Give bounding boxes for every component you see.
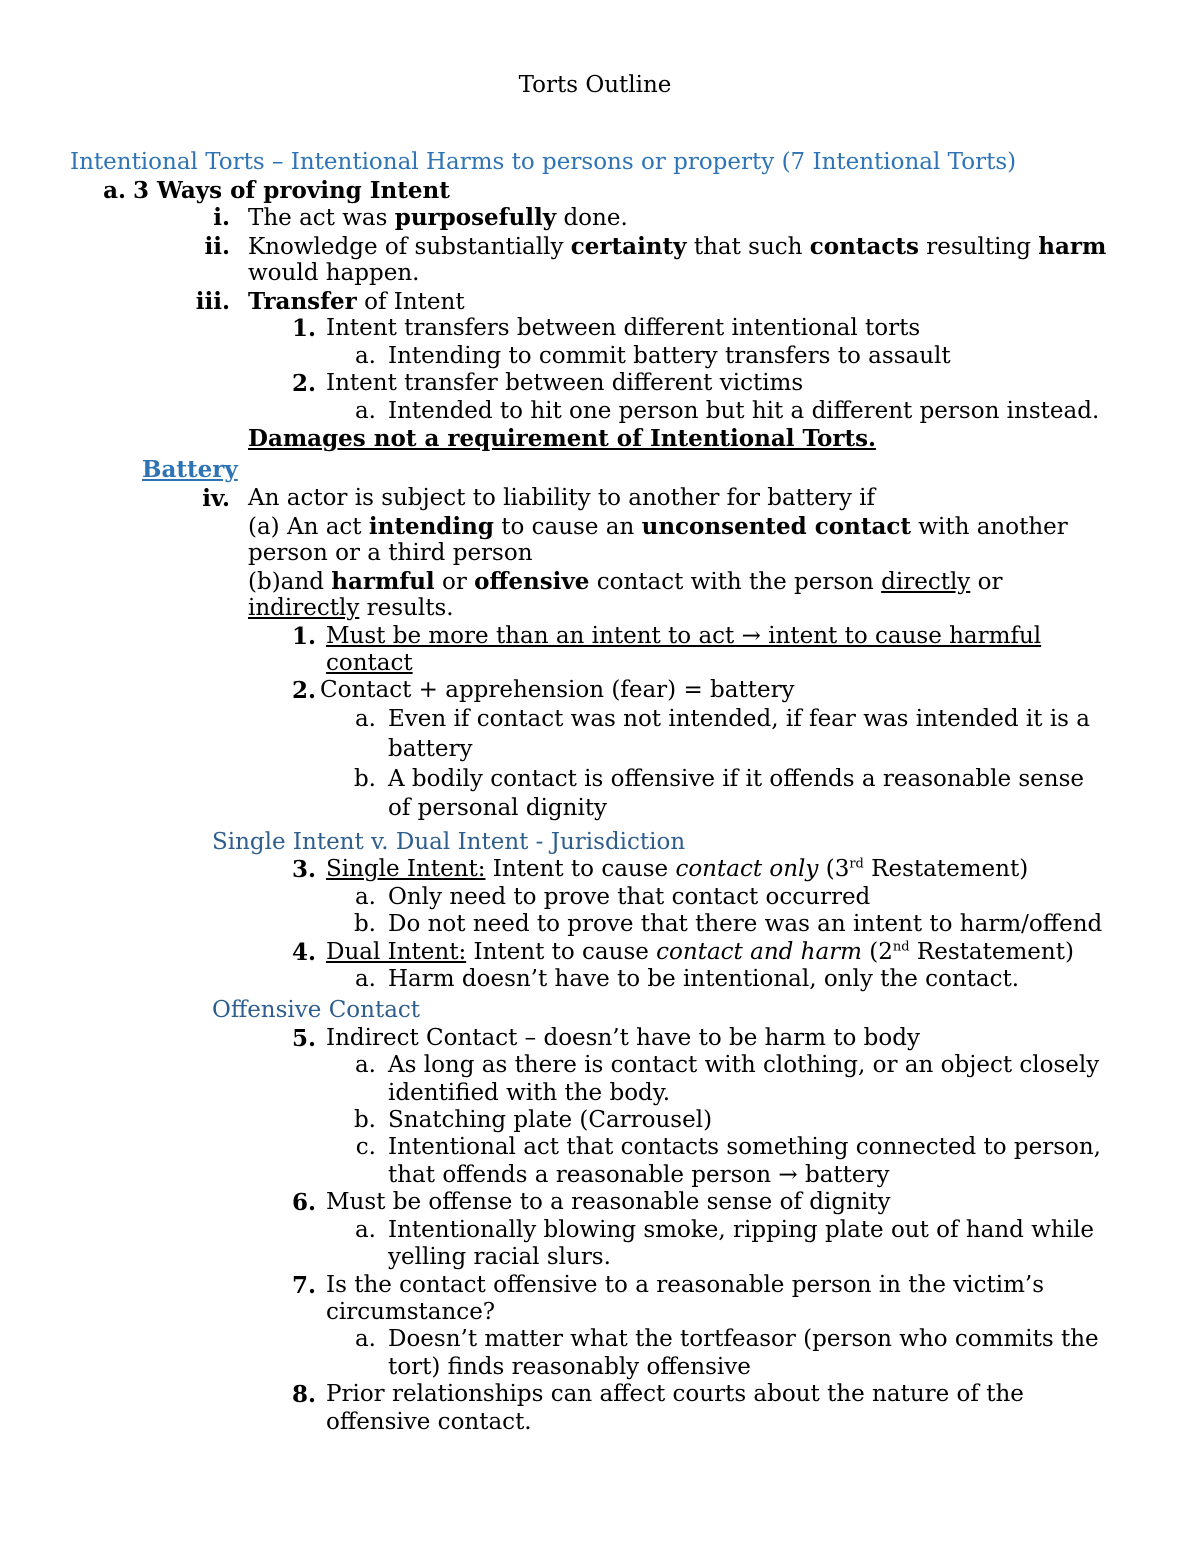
- battery-element-b-continued: indirectly results.: [248, 595, 454, 621]
- list-item: Contact + apprehension (fear) = battery: [320, 677, 795, 703]
- list-item-continuation: battery: [388, 736, 473, 762]
- section-heading-battery: Battery: [142, 456, 238, 483]
- list-item-knowledge: Knowledge of substantially certainty that such contacts resulting harm: [248, 233, 1107, 260]
- list-item-dual-intent: Dual Intent: Intent to cause contact and harm (2nd Restatement): [326, 939, 1074, 965]
- list-marker: a.: [354, 1217, 376, 1243]
- list-marker: 1.: [291, 623, 316, 650]
- list-item: Intent transfers between different intentional torts: [326, 315, 921, 341]
- list-marker: a.: [354, 884, 376, 910]
- list-item-ways-of-proving-intent: 3 Ways of proving Intent: [133, 177, 450, 204]
- list-marker: c.: [355, 1134, 376, 1160]
- page-title: Torts Outline: [518, 72, 672, 98]
- list-item: Must be offense to a reasonable sense of dignity: [326, 1189, 891, 1215]
- list-item: Intentional act that contacts something connected to person,: [388, 1134, 1101, 1160]
- list-marker: a.: [354, 966, 376, 992]
- list-marker: a.: [103, 177, 126, 204]
- battery-element-b: (b)and harmful or offensive contact with the person directly or: [248, 568, 1003, 595]
- list-item: Only need to prove that contact occurred: [388, 884, 871, 910]
- list-item-continuation: of personal dignity: [388, 795, 608, 821]
- list-item-single-intent: Single Intent: Intent to cause contact only (3rd Restatement): [326, 856, 1029, 882]
- list-item: Prior relationships can affect courts about the nature of the: [326, 1381, 1024, 1407]
- list-item: Snatching plate (Carrousel): [388, 1107, 713, 1133]
- list-marker: ii.: [204, 233, 230, 260]
- list-marker: b.: [353, 911, 376, 937]
- list-item-continuation: identified with the body.: [388, 1080, 671, 1106]
- list-marker: b.: [353, 766, 376, 792]
- list-item-continuation: offensive contact.: [326, 1409, 532, 1435]
- list-marker: 2.: [291, 677, 316, 704]
- list-marker: 4.: [291, 939, 316, 966]
- list-marker: 8.: [291, 1381, 316, 1408]
- list-item: Is the contact offensive to a reasonable person in the victim’s: [326, 1272, 1045, 1298]
- list-item-continuation: tort) finds reasonably offensive: [388, 1354, 751, 1380]
- list-marker: 2.: [291, 370, 316, 397]
- section-heading-intentional-torts: Intentional Torts – Intentional Harms to persons or property (7 Intentional Torts): [70, 149, 1017, 175]
- list-item: Intending to commit battery transfers to assault: [388, 343, 951, 369]
- list-item: Doesn’t matter what the tortfeasor (person who commits the: [388, 1326, 1099, 1352]
- list-marker: 7.: [291, 1272, 316, 1299]
- list-marker: b.: [353, 1107, 376, 1133]
- list-item-transfer-of-intent: Transfer of Intent: [248, 288, 465, 315]
- list-item-continuation: circumstance?: [326, 1299, 496, 1325]
- list-item: Even if contact was not intended, if fear was intended it is a: [388, 706, 1091, 732]
- list-marker: 6.: [291, 1189, 316, 1216]
- list-item: Must be more than an intent to act → intent to cause harmful: [326, 623, 1042, 649]
- list-item: Intended to hit one person but hit a different person instead.: [388, 398, 1100, 424]
- list-item-continuation: would happen.: [248, 260, 420, 286]
- damages-note: Damages not a requirement of Intentional Torts.: [248, 425, 877, 452]
- list-item: As long as there is contact with clothing, or an object closely: [388, 1052, 1100, 1078]
- list-item-continuation: that offends a reasonable person → battery: [388, 1162, 890, 1188]
- list-marker: a.: [354, 343, 376, 369]
- list-item: Intent transfer between different victims: [326, 370, 804, 396]
- list-marker: 1.: [291, 315, 316, 342]
- list-item: Do not need to prove that there was an intent to harm/offend: [388, 911, 1103, 937]
- list-marker: 5.: [291, 1025, 316, 1052]
- list-item-purposefully: The act was purposefully done.: [248, 204, 628, 231]
- list-item-battery-definition: An actor is subject to liability to another for battery if: [248, 485, 875, 511]
- list-marker: a.: [354, 398, 376, 424]
- list-item-continuation: yelling racial slurs.: [388, 1244, 611, 1270]
- list-item-continuation: contact: [326, 650, 413, 676]
- list-item: Indirect Contact – doesn’t have to be harm to body: [326, 1025, 920, 1051]
- list-marker: a.: [354, 1326, 376, 1352]
- list-marker: 3.: [291, 856, 316, 883]
- list-item: Intentionally blowing smoke, ripping plate out of hand while: [388, 1217, 1095, 1243]
- list-item: Harm doesn’t have to be intentional, only the contact.: [388, 966, 1020, 992]
- list-item: A bodily contact is offensive if it offends a reasonable sense: [388, 766, 1085, 792]
- list-marker: iv.: [202, 485, 230, 512]
- battery-element-a: (a) An act intending to cause an unconsented contact with another: [248, 513, 1068, 540]
- subheading-single-dual-intent: Single Intent v. Dual Intent - Jurisdiction: [212, 829, 686, 855]
- battery-element-a-continued: person or a third person: [248, 540, 533, 566]
- list-marker: i.: [213, 204, 230, 231]
- subheading-offensive-contact: Offensive Contact: [212, 997, 421, 1023]
- list-marker: a.: [354, 1052, 376, 1078]
- list-marker: iii.: [195, 288, 230, 315]
- list-marker: a.: [354, 706, 376, 732]
